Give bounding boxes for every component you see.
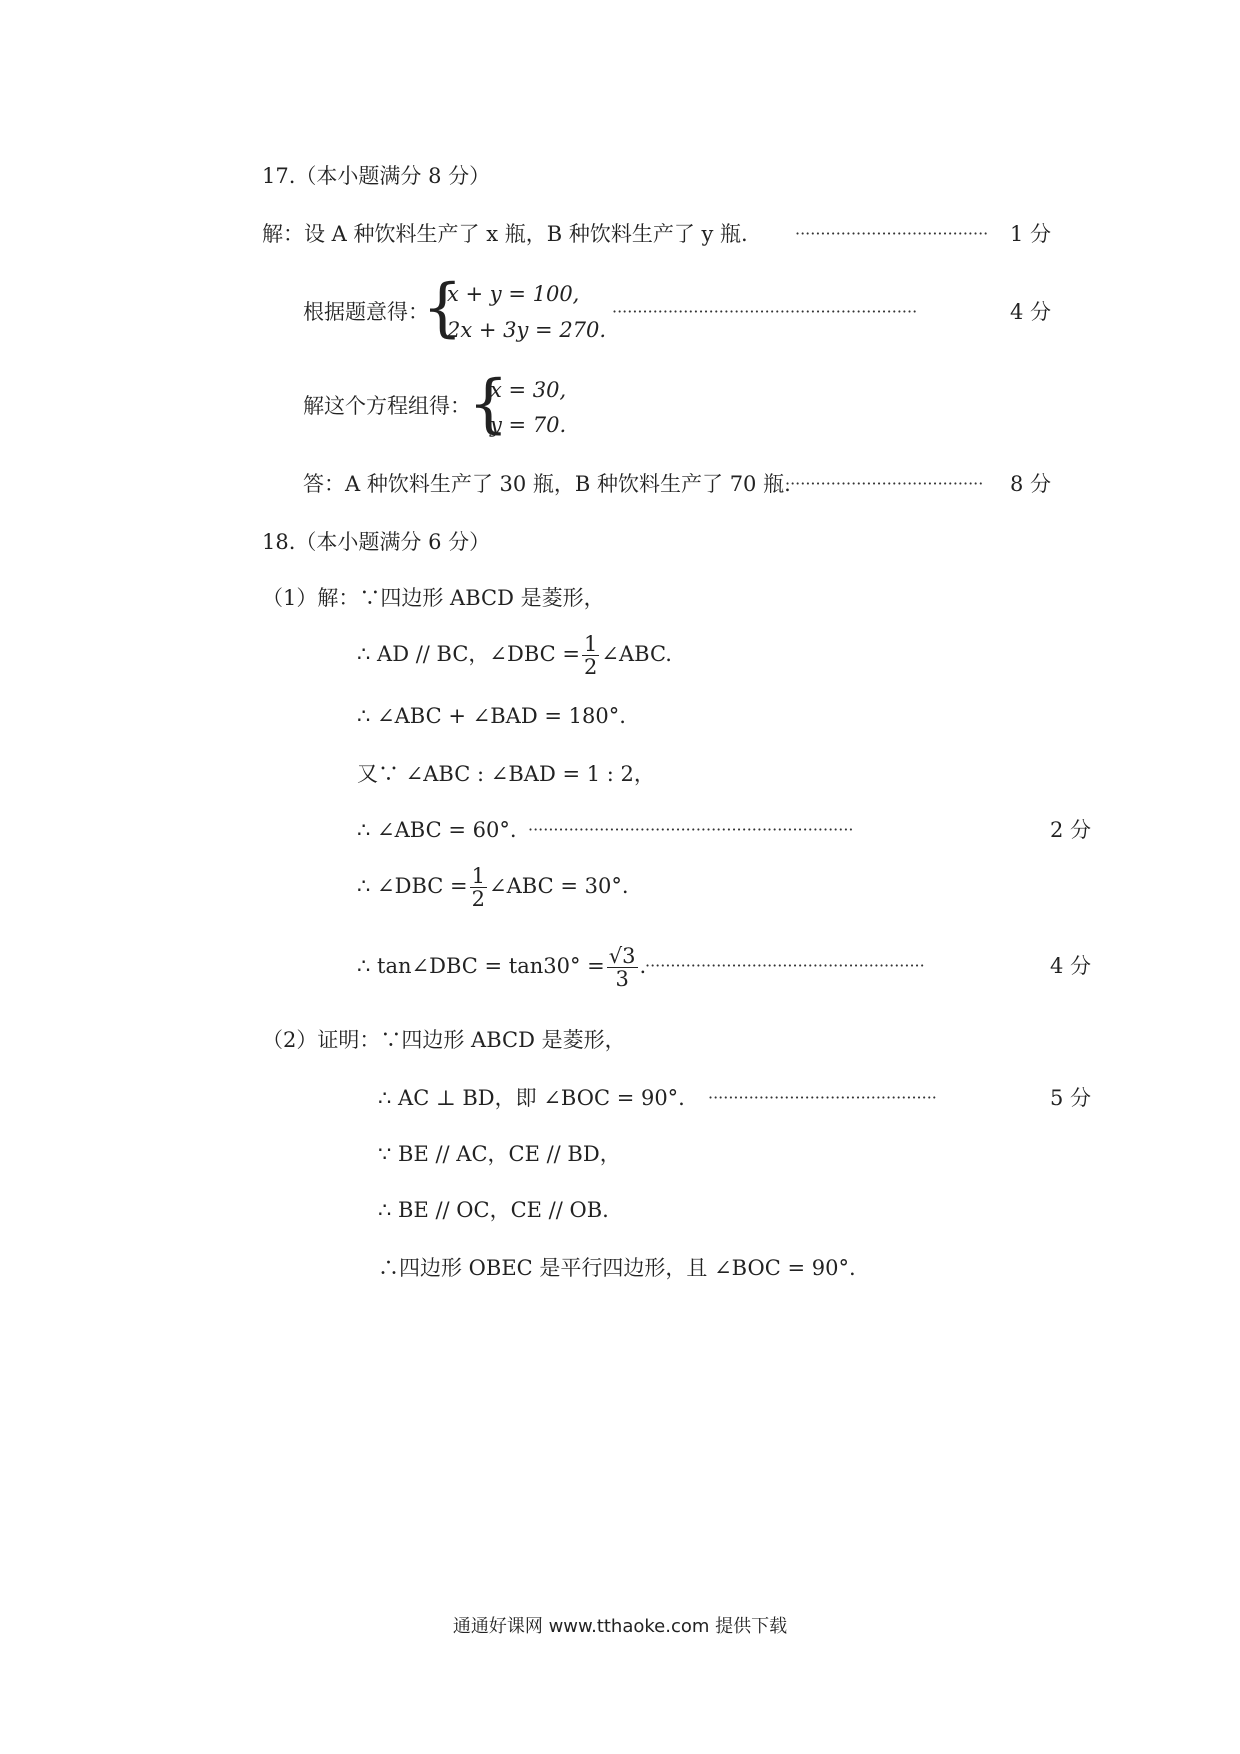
q17-header: 17.（本小题满分 8 分） [262,164,491,188]
line-text: ∴ tan∠DBC = tan30° = [357,954,605,978]
denominator: 3 [615,967,629,991]
q18-part1-line4: ∴ ∠ABC = 60°. [357,818,517,842]
line-text: ∠ABC = 30°. [489,874,629,898]
q18-part1-line6-score: 4 分 [1050,954,1092,978]
q18-header: 18.（本小题满分 6 分） [262,530,491,554]
q17-answer-score: 8 分 [1010,472,1052,496]
q18-part1-line1 [357,630,672,680]
q17-solve-eq1: x = 30, [490,378,567,402]
line-text: ∠ABC. [601,642,672,666]
q17-system-label: 根据题意得： [303,300,429,324]
q18-part2-intro: （2）证明：∵四边形 ABCD 是菱形， [262,1028,626,1052]
q17-setup-score: 1 分 [1010,222,1052,246]
score-dots: ································································ [528,820,854,839]
q18-part2-line2: ∵ BE // AC，CE // BD， [378,1142,621,1166]
denominator: 2 [584,655,598,679]
q17-system-eq1: x + y = 100, [447,282,580,306]
q18-part2-line4: ∴四边形 OBEC 是平行四边形，且 ∠BOC = 90°. [378,1256,856,1280]
score-dots: ···························································· [612,302,918,321]
q17-system-eq2: 2x + 3y = 270. [447,318,607,342]
q18-part2-line3: ∴ BE // OC，CE // OB. [378,1198,609,1222]
q17-solve-eq2: y = 70. [490,413,567,437]
solution-brace: { [468,367,509,441]
score-dots: ······················································· [645,956,925,975]
fraction [607,945,638,990]
denominator: 2 [471,887,486,911]
q17-setup: 解：设 A 种饮料生产了 x 瓶，B 种饮料生产了 y 瓶. [262,222,748,246]
line-text: . [639,954,647,978]
page-footer: 通通好课网 www.tthaoke.com 提供下载 [452,1616,788,1637]
system-brace: { [422,271,463,345]
fraction [470,865,487,910]
numerator: √3 [608,944,636,968]
q18-part1-line2: ∴ ∠ABC + ∠BAD = 180°. [357,704,626,728]
q17-system-score: 4 分 [1010,300,1052,324]
q17-solve-label: 解这个方程组得： [303,394,471,418]
q18-part2-line1: ∴ AC ⊥ BD，即 ∠BOC = 90°. [378,1086,685,1110]
q17-answer: 答：A 种饮料生产了 30 瓶，B 种饮料生产了 70 瓶. [303,472,791,496]
fraction [582,633,599,678]
line-text: ∴ AD // BC，∠DBC = [357,642,581,666]
q18-part1-line6 [357,942,646,992]
score-dots: ············································· [708,1088,937,1107]
numerator: 1 [471,864,486,888]
q18-part1-line4-score: 2 分 [1050,818,1092,842]
q18-part1-line3: 又∵ ∠ABC : ∠BAD = 1 : 2， [357,762,655,786]
score-dots: ······································ [795,224,989,243]
score-dots: ······································· [785,474,984,493]
q18-part1-line5 [357,862,629,912]
q18-part2-line1-score: 5 分 [1050,1086,1092,1110]
numerator: 1 [584,632,598,656]
line-text: ∴ ∠DBC = [357,874,468,898]
q18-part1-intro: （1）解：∵四边形 ABCD 是菱形， [262,586,605,610]
